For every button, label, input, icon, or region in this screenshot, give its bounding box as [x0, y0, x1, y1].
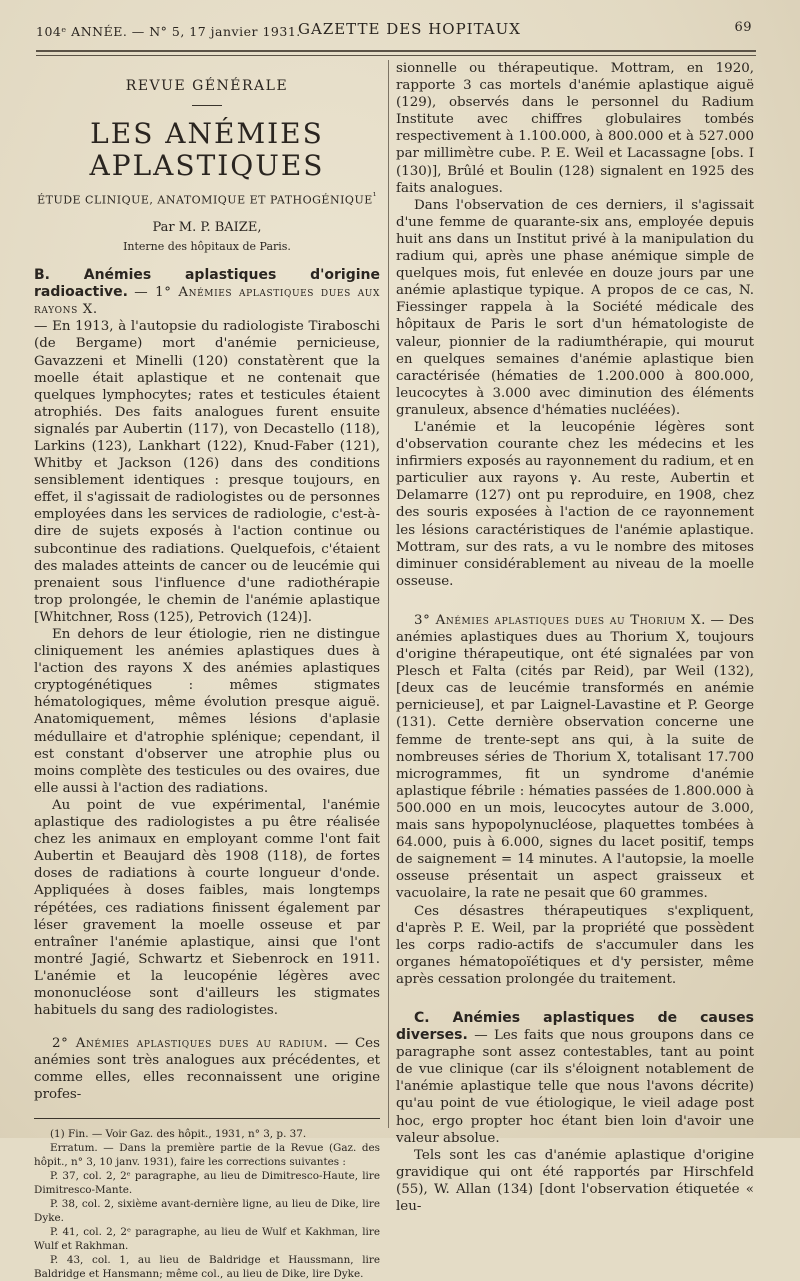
paragraph: En dehors de leur étiologie, rien ne distingue cliniquement les anémies aplastiques dues à l'action des rayons X des anémies aplastiques cryptogénétiques : mêmes stigmates hématologiques, même évolution presque aiguë. Anatomiquement, mêmes lésions d'aplasie médullaire et d'atrophie splénique; cependant, il est constant d'observer une atrophie plus ou moins complète des testicules ou des ovaires, due elle aussi à l'action des radiations. — [34, 627, 380, 796]
paragraph: Dans l'observation de ces derniers, il s'agissait d'une femme de quarante-six ans, employée depuis huit ans dans un Institut privé à la manipulation du radium qui, après une phase anémique simple de quelques mois, fut enlevée en douze jours par une anémie aplastique typique. A propos de ce cas, N. Fiessinger rappela à la Société médicale des hôpitaux de Paris le sort d'un hématologiste de valeur, pionnier de la radiumthérapie, qui mourut en quelques semaines d'anémie aplastique bien caractérisée (hématies de 1.200.000 à 800.000, leucocytes à 3.000 avec diminution des éléments granuleux, absence d'hématies nucléées). — [396, 197, 754, 418]
subsection-b2 — [34, 1035, 380, 1103]
column-divider — [388, 60, 389, 1128]
footnote: P. 43, col. 1, au lieu de Baldridge et Haussmann, lire Baldridge et Hansmann; même col., au lieu de Dike, lire Dyke. — [34, 1253, 380, 1280]
paragraph: Ces désastres thérapeutiques s'expliquent, d'après P. E. Weil, par la propriété que possèdent les corps radio-actifs de s'accumuler dans les organes hématopoïétiques et d'y persister, même après cessation prolongée du traitement. — [396, 903, 754, 987]
footnote: P. 37, col. 2, 2ᵉ paragraphe, au lieu de Dimitresco-Haute, lire Dimitresco-Mante. — [34, 1169, 380, 1196]
subsection-b3 — [396, 612, 754, 903]
left-column — [34, 66, 380, 1281]
header-rule — [36, 50, 756, 56]
title-rule — [192, 105, 222, 106]
spacer — [396, 988, 754, 1010]
paragraph: Au point de vue expérimental, l'anémie aplastique des radiologistes a pu être réalisée chez les animaux en employant comme l'ont fait Aubertin et Beaujard dès 1908 (118), de fortes doses de radiations à courte longueur d'onde. Appliquées à doses faibles, mais longtemps répétées, ces radiations finissent également par léser gravement la moelle osseuse et par entraîner l'anémie aplastique, ainsi que l'ont montré Jagié, Schwartz et Siebenrock en 1911. L'anémie et la leucopénie légères avec mononucléose sont d'ailleurs les stigmates habituels du sang des radiologistes. — [34, 797, 380, 1019]
subsection-b2-title: 2° Anémies aplastiques dues au radium. — [52, 1036, 329, 1052]
author-line: Par M. P. BAIZE, — [152, 219, 262, 235]
footnote: P. 38, col. 2, sixième avant-dernière ligne, au lieu de Dike, lire Dyke. — [34, 1197, 380, 1224]
section-b-heading — [34, 267, 380, 318]
spacer — [34, 1019, 380, 1035]
footnotes — [34, 1127, 380, 1281]
paragraph: Tels sont les cas d'anémie aplastique d'origine gravidique qui ont été rapportés par Hirschfeld (55), W. Allan (134) [dont l'observation étiquetée « leu- — [396, 1147, 754, 1214]
section-label: REVUE GÉNÉRALE — [125, 78, 289, 94]
paragraph: — En 1913, à l'autopsie du radiologiste Tiraboschi (de Bergame) mort d'anémie pernicieuse, Gavazzeni et Minelli (120) constatèrent que la moelle était aplastique et ne contenait que quelques lymphocytes; rates et testicules étaient atrophiés. Des faits analogues furent ensuite signalés par Aubertin (117), von Decastello (118), Larkins (123), Lankhart (122), Knud-Faber (121), Whitby et Jackson (126) dans des conditions sensiblement identiques : presque toujours, en effet, il s'agissait de radiologistes ou de personnes employées dans les services de radiologie, c'est-à-dire de sujets exposés à l'action continue ou subcontinue des radiations. Quelquefois, c'étaient des malades atteints de cancer ou de leucémie qui prenaient sous l'influence d'une radiothérapie trop prolongée, le chemin de l'anémie aplastique [Whitchner, Ross (125), Petrovich (124)]. — [34, 319, 380, 625]
paragraph-text: — Les faits que nous groupons dans ce paragraphe sont assez contestables, tant au point de vue clinique (car ils s'éloignent notablement de l'anémie aplastique telle que nous l'avons décrite) qu'au point de vue étiologique, le vieil adage post hoc, ergo propter hoc étant bien loin d'avoir une valeur absolue. — [396, 1028, 754, 1146]
footnote-mark: ¹ — [372, 191, 377, 203]
right-column — [396, 60, 754, 1215]
subsection-b3-title: 3° Anémies aplastiques dues au Thorium X. — [414, 612, 706, 628]
running-header — [36, 18, 752, 42]
page-number: 69 — [734, 20, 752, 35]
article-title: LES ANÉMIES APLASTIQUES — [89, 117, 325, 183]
journal-title: GAZETTE DES HOPITAUX — [298, 20, 521, 38]
subtitle-text: ÉTUDE CLINIQUE, ANATOMIQUE ET PATHOGÉNIQUE — [37, 193, 373, 207]
issue-info: 104ᵉ ANNÉE. — N° 5, 17 janvier 1931. — [36, 24, 301, 39]
paragraph: sionnelle ou thérapeutique. Mottram, en 1920, rapporte 3 cas mortels d'anémie aplastique aiguë (129), observés dans le personnel du Radium Institute avec chiffres globulaires tombés respectivement à 1.100.000, à 800.000 et à 527.000 par millimètre cube. P. E. Weil et Lacassagne [obs. I (130)], Brûlé et Boulin (128) signalent en 1925 des faits analogues. — [396, 61, 754, 196]
paragraph: L'anémie et la leucopénie légères sont d'observation courante chez les médecins et les infirmiers exposés au rayonnement du radium, et en particulier aux rayons γ. Au reste, Aubertin et Delamarre (127) ont pu reproduire, en 1908, chez des souris exposées à l'action de ce rayonnement les lésions caractéristiques de l'anémie aplastique. Mottram, sur des rats, a vu le nombre des mitoses diminuer considérablement au niveau de la moelle osseuse. — [396, 419, 754, 589]
footnote: P. 41, col. 2, 2ᵉ paragraphe, au lieu de Wulf et Kakhman, lire Wulf et Rakhman. — [34, 1225, 380, 1252]
paragraph-text: — Des anémies aplastiques dues au Thorium X, toujours d'origine thérapeutique, ont été signalées par von Plesch et Falta (cités par Reid), par Weil (132), [deux cas de leucémie transformés en anémie pernicieuse], et par Laignel-Lavastine et P. George (131). Cette dernière observation concerne une femme de trente-sept ans qui, à la suite de nombreuses séries de Thorium X, totalisant 17.700 microgrammes, fit un syndrome d'anémie aplastique fébrile : hématies passées de 1.800.000 à 500.000 en un mois, leucocytes autour de 3.000, mais sans hypopolynucléose, plaquettes tombées à 64.000, puis à 6.000, signes du lacet positif, temps de saignement = 14 minutes. A l'autopsie, la moelle osseuse présentait un aspect graisseux et vacuolaire, la rate ne pesait que 60 grammes. — [396, 612, 754, 902]
subsection-b1-title: — 1° Anémies aplastiques dues aux rayons X. — [34, 285, 380, 318]
section-c — [396, 1010, 754, 1147]
paragraph-text: — Ces anémies sont très analogues aux précédentes, et comme elles, elles reconnaissent une origine profes- — [34, 1036, 380, 1103]
section-c-title: C. Anémies aplastiques de causes diverses. — [396, 1009, 754, 1044]
footnote: Erratum. — Dans la première partie de la Revue (Gaz. des hôpit., n° 3, 10 janv. 1931), faire les corrections suivantes : — [34, 1141, 380, 1168]
author-affiliation: Interne des hôpitaux de Paris. — [123, 239, 291, 253]
article-subtitle — [34, 188, 380, 209]
section-b-title: B. Anémies aplastiques d'origine radioactive. — [34, 267, 380, 301]
spacer — [396, 590, 754, 612]
footnote: (1) Fin. — Voir Gaz. des hôpit., 1931, n° 3, p. 37. — [50, 1127, 307, 1140]
footnote-rule — [34, 1118, 380, 1119]
